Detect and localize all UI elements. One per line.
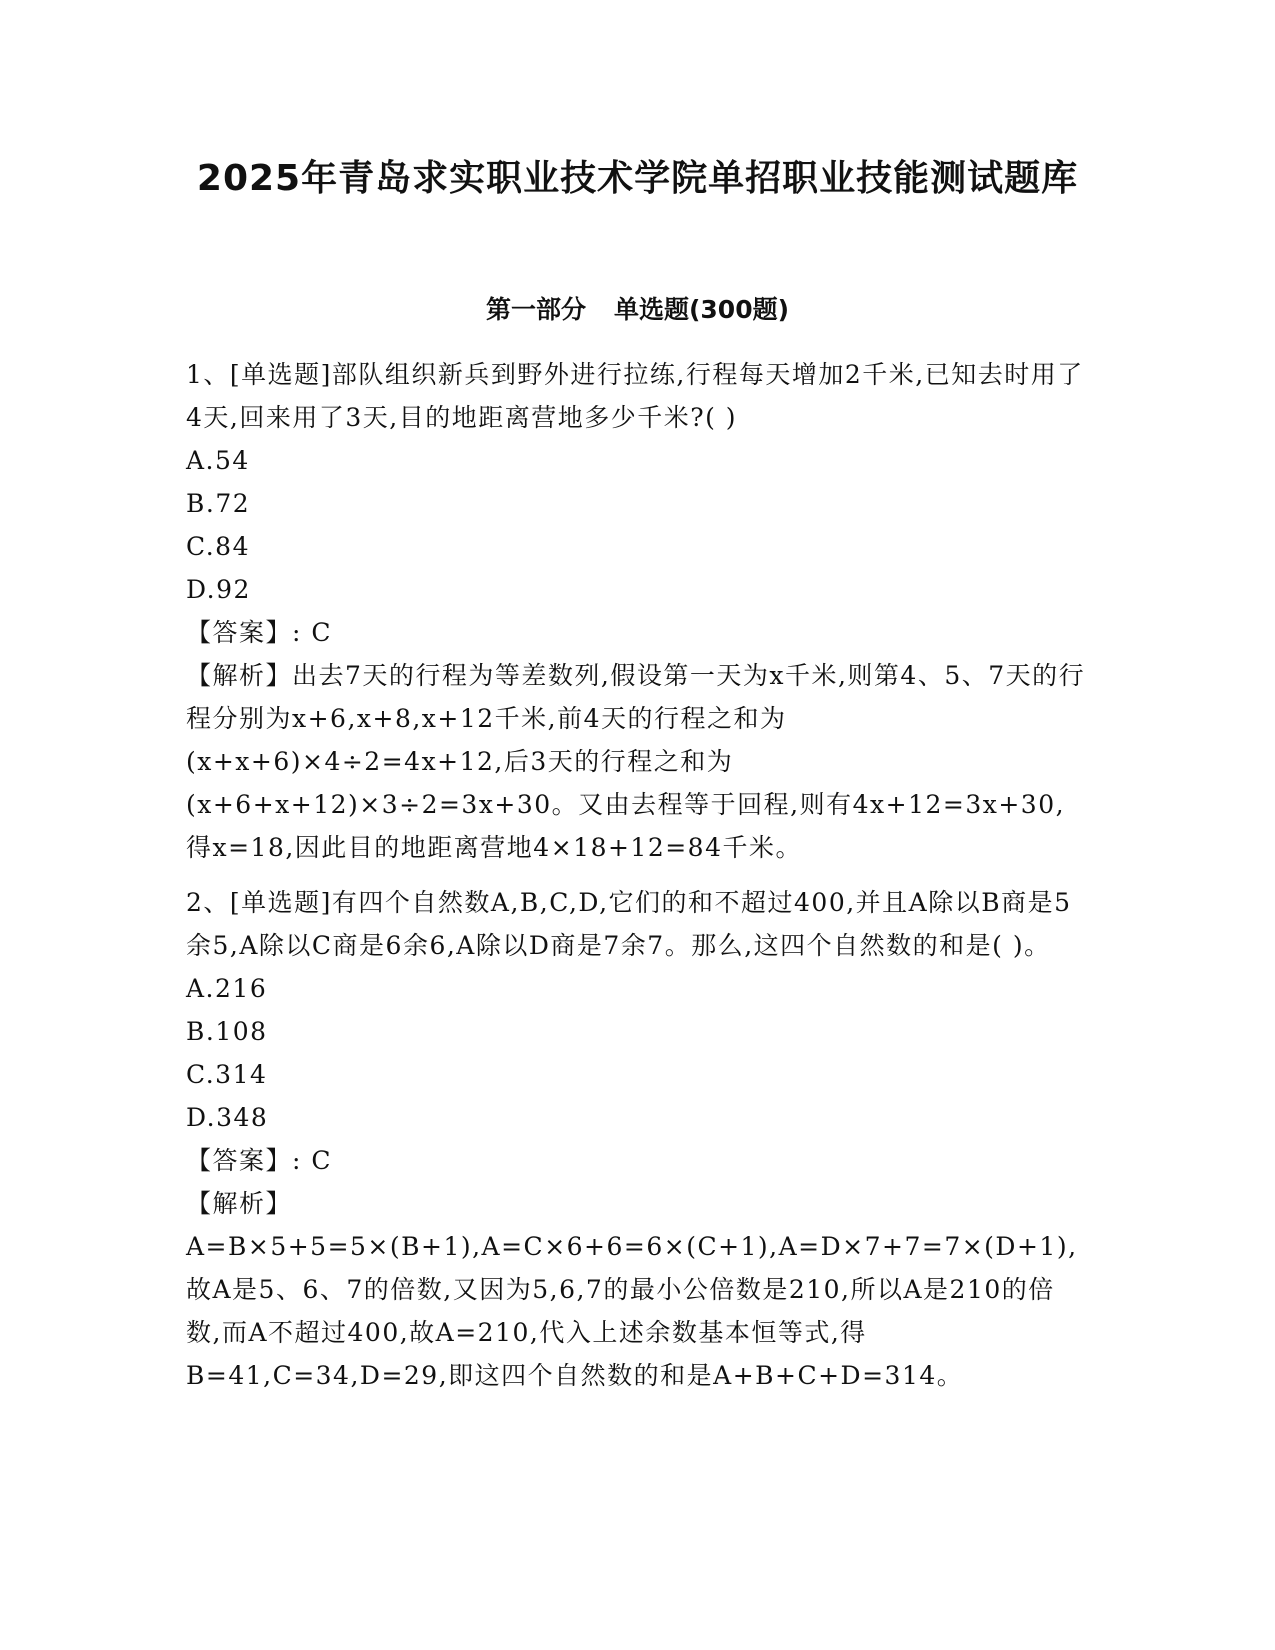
question-stem: 2、[单选题]有四个自然数A,B,C,D,它们的和不超过400,并且A除以B商是5余5,A除以C商是6余6,A除以D商是7余7。那么,这四个自然数的和是( )。: [186, 888, 1072, 960]
explanation-label: 【解析】: [186, 1189, 293, 1218]
explanation-text: 出去7天的行程为等差数列,假设第一天为x千米,则第4、5、7天的行程分别为x+6,x+8,x+12千米,前4天的行程之和为(x+x+6)×4÷2=4x+12,后3天的行程之和为(x+6+x+12)×3÷2=3x+30。又由去程等于回程,则有4x+12=3x+30,得x=18,因此目的地距离营地4×18+12=84千米。: [186, 661, 1086, 862]
answer-separator: :: [292, 1146, 302, 1175]
option-c: C.84: [186, 532, 250, 561]
question-list: [186, 353, 1086, 1409]
document-title: 2025年青岛求实职业技术学院单招职业技能测试题库: [196, 158, 1079, 199]
option-c: C.314: [186, 1060, 268, 1089]
question-stem: 1、[单选题]部队组织新兵到野外进行拉练,行程每天增加2千米,已知去时用了4天,回来用了3天,目的地距离营地多少千米?( ): [186, 360, 1084, 432]
section-part: 第一部分: [485, 295, 586, 324]
section-name: 单选题(300题): [613, 295, 790, 324]
answer-label: 【答案】: [186, 1146, 293, 1175]
option-b: B.72: [186, 489, 251, 518]
explanation-label: 【解析】: [186, 661, 293, 690]
answer-separator: :: [292, 618, 302, 647]
answer-value: C: [311, 618, 333, 647]
section-title: [0, 290, 1275, 326]
option-a: A.216: [186, 974, 268, 1003]
explanation-text: A=B×5+5=5×(B+1),A=C×6+6=6×(C+1),A=D×7+7=7×(D+1),故A是5、6、7的倍数,又因为5,6,7的最小公倍数是210,所以A是210的倍数,而A不超过400,故A=210,代入上述余数基本恒等式,得B=41,C=34,D=29,即这四个自然数的和是A+B+C+D=314。: [186, 1232, 1078, 1390]
option-a: A.54: [186, 446, 250, 475]
question-1: [186, 353, 1086, 869]
option-d: D.92: [186, 575, 251, 604]
option-b: B.108: [186, 1017, 268, 1046]
explanation: [186, 654, 1086, 869]
option-d: D.348: [186, 1103, 269, 1132]
answer-label: 【答案】: [186, 618, 293, 647]
question-2: [186, 881, 1086, 1397]
answer-line: [186, 611, 1086, 654]
answer-line: [186, 1139, 1086, 1182]
answer-value: C: [311, 1146, 333, 1175]
